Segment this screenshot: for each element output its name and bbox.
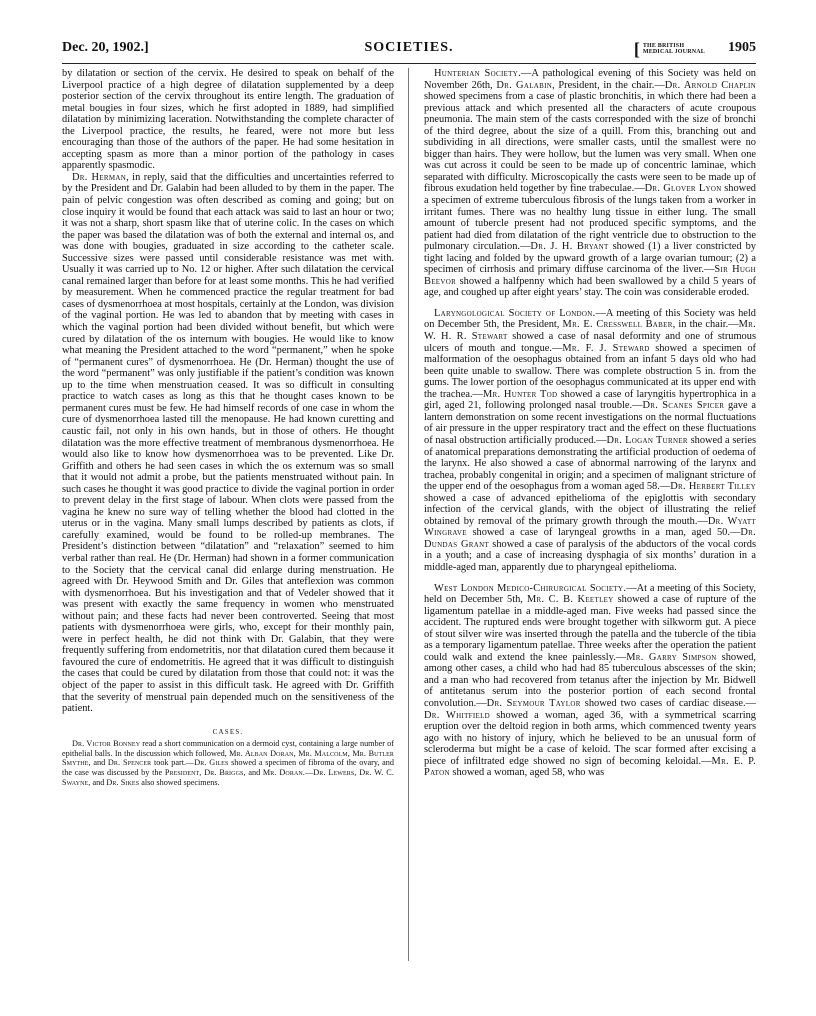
cases-heading: CASES. <box>212 727 244 736</box>
journal-line-2: MEDICAL JOURNAL <box>642 49 705 55</box>
society-name: West London Medico-Chirurgical Society. <box>434 582 627 594</box>
journal-name <box>634 40 708 58</box>
cases-paragraph: Dr. Victor Bonney read a short communication on a dermoid cyst, containing a large number of epithelial balls. In the discussion which followed, Mr. Alban Doran, Mr. Malcolm, Mr. Butler Smythe, and Dr. Spencer took part.—Dr. Giles showed a specimen of fibroma of the ovary, and the case was discussed by the President, Dr. Briggs, and Mr. Doran.—Dr. Lewers, Dr. W. C. Swayne, and Dr. Sikes also showed specimens. <box>62 739 394 787</box>
page-header <box>62 40 756 62</box>
column-divider <box>408 68 409 961</box>
speaker-name: Dr. Herman <box>72 171 127 183</box>
right-column <box>424 68 756 779</box>
paragraph-text: , in reply, said that the difficulties and uncertainties referred to by the President and Dr. Galabin had been alluded to by them in the paper. The pain of pelvic congestion was often described as coming and going; but on close inquiry it would be found that each attack was said to last an hour or two; it was not a sharp, short spasm like that of uterine colic. In the cases on which the paper was based the dilatation was of both the external and internal os, and was done with bougies, graduated in size according to the catheter scale. Successive sizes were passed until considerable resistance was met with. Usually it was carried up to No. 12 or higher. After such dilatation the cervical canal remained larger than before for at least some months. This he had verified by measurement. When he commenced practice the regular treatment for bad cases of dysmenorrhoea at most hospitals, certainly at the London, was division of the vaginal portion. He was led to abandon that by meeting with cases in which the vaginal portion had been divided without benefit, but which were cured by dilatation of the os internum with bougies. He would like to know what meaning the President attached to the word “permanent,” when he spoke of “permanent cures” of dysmenorrhoea. He (Dr. Herman) thought the use of the word “permanent” was only justifiable if the patient’s condition was known up to the time when menstruation ceased. It was so difficult in consulting practice to watch cases as long as this that he thought cases known to be permanent cures must be few. He had himself records of one case in whom the cure of dysmenorrhoea lasted till the menopause. He had known curetting and caustic fail, not only in his own hands, but in those of others. He thought dilatation was the more effective treatment of membranous dysmenorrhoea. He would also like to know how dysmenorrhoea was to be prevented. Like Dr. Griffith and others he had seen cases in which the os externum was so small that it would not admit a probe, but the patients menstruated without pain. In such cases he thought it was good practice to divide the vaginal portion in order to prevent delay in the first stage of labour. When clots were passed from the vagina he knew no sure way of telling whether the blood had clotted in the uterus or in the vagina. Many small lumps described by patients as clots, if carefully examined, would be found to be rolled-up membranes. The President’s distinction between “dilatation” and “relaxation” seemed to him verbal rather than real. He (Dr. Herman) had shown in a former communication to the Society that the cervical canal did enlarge during menstruation. He agreed with Dr. Heywood Smith and Dr. Giles that anteflexion was common with dysmenorrhoea. But his investigation and that of Vedeler showed that it was present with exactly the same frequency in women who menstruated without pain; and these facts had never been controverted. Seeing that most patients with dysmenorrhoea were girls, who, except for their monthly pain, were in perfect health, he did not think with Dr. Galabin, that they were frequently suffering from endometritis, nor that dilatation cured them because it favoured the cure of endometritis. He agreed that it was difficult to distinguish the cases that could be cured by dilatation from those that could not: it was the object of the paper to assist in this difficult task. He agreed with Dr. Griffith that the severity of menstrual pain depended much on the sensitiveness of the patient. <box>62 171 395 715</box>
speaker-name: Dr. Victor Bonney <box>72 739 141 749</box>
section-laryngological-society: Laryngological Society of London.—A meeting of this Society was held on December 5th, the President, Mr. E. Cresswell Baber, in the chair.—Mr. W. H. R. Stewart showed a case of nasal deformity and one of strumous ulcers of mouth and tongue.—Mr. F. J. Steward showed a specimen of malformation of the oesophagus obtained from an infant 5 days old who had been quite unable to swallow. There was complete obstruction 5 in. from the gums. The lower portion of the oesophagus communicated at its upper end with the trachea.—Mr. Hunter Tod showed a case of laryngitis hypertrophica in a girl, aged 21, following prolonged nasal trouble.—Dr. Scanes Spicer gave a lantern demonstration on some recent investigations on the normal fluctuations of air pressure in the upper respiratory tract and the effect on these fluctuations of nasal obstruction artificially produced.—Dr. Logan Turner showed a series of anatomical preparations demonstrating the artificial production of oedema of the larynx. He also showed a case of abnormal narrowing of the larynx and trachea, probably congenital in origin; and a specimen of malignant stricture of the upper end of the oesophagus from a woman aged 58.—Dr. Herbert Tilley showed a case of advanced epithelioma of the epiglottis with secondary infection of the cervical glands, with the object of illustrating the relief obtained by removal of the primary growth through the mouth.—Dr. Wyatt Wingrave showed a case of laryngeal growths in a man, aged 50.—Dr. Dundas Grant showed a case of paralysis of the abductors of the vocal cords in a youth; and a case of increasing dysphagia of six months’ duration in a middle-aged man, apparently due to pharyngeal epithelioma. <box>424 307 757 573</box>
page-number: 1905 <box>728 40 756 55</box>
paragraph-herman-reply <box>62 172 394 715</box>
section-west-london-society: West London Medico-Chirurgical Society.—At a meeting of this Society, held on December 5th, Mr. C. B. Keetley showed a case of rupture of the ligamentum patellae in a middle-aged man. Five weeks had passed since the accident. The ruptured ends were brought together with silkworm gut. A piece of stout silver wire was inserted through the patella and the tubercle of the tibia as a temporary ligamentum patellae. Three weeks after the operation the patient could walk and extend the knee painlessly.—Mr. Garry Simpson showed, among other cases, a child who had had 85 tuberculous abscesses of the skin; and a man who had recovered from tetanus after the injection by Mr. Bidwell of antitetanus serum into the posterior portion of each second frontal convolution.—Dr. Seymour Taylor showed two cases of cardiac disease.—Dr. Whitfield showed a woman, aged 36, with a symmetrical scarring eruption over the deltoid region in both arms, which commenced twenty years ago with no history of injury, which he believed to be an unusual form of scleroderma but might be a case of keloid. The scar formed after excising a piece of infiltrated edge showed no sign of becoming keloidal.—Mr. E. P. Paton showed a woman, aged 58, who was <box>424 582 757 779</box>
paragraph-continuation: by dilatation or section of the cervix. He desired to speak on behalf of the Liverpool practice of a high degree of dilatation supplemented by a deep posterior section of the cervix throughout its entire length. The graduation of metal bougies in four sizes, which he first adopted in 1889, had simplified dilatation by minimizing laceration. Notwithstanding the complete character of the Liverpool practice, the results, he feared, were not more but less encouraging than those of the authors of the paper. He had some hesitation in accepting spasm as more than a minor portion of the pathology in cases apparently spasmodic. <box>62 68 394 172</box>
society-name: Hunterian Society. <box>434 68 521 79</box>
section-title: SOCIETIES. <box>364 40 454 55</box>
left-column <box>62 68 394 787</box>
journal-bracket: [ <box>633 39 640 59</box>
header-rule <box>62 63 756 64</box>
section-hunterian-society: Hunterian Society.—A pathological evening of this Society was held on November 26th, Dr. Galabin, President, in the chair.—Dr. Arnold Chaplin showed specimens from a case of plastic bronchitis, in which there had been a previous attack and which presented all the characters of acute croupous pneumonia. The main stem of the casts corresponded with the size of bronchi of the third degree, about the size of a quill. From this, branching out and subdividing in all directions, were smaller casts, until the smallest were no bigger than hairs. They were hollow, but the lumen was very small. When one was cut across it could be seen to be made up of concentric laminae, which separated with difficulty. Microscopically the casts were seen to be made up of fibrous exudation held together by fine trabeculae.—Dr. Glover Lyon showed a specimen of extreme tuberculous fibrosis of the lungs taken from a worker in irritant fumes. There was no healthy lung tissue in either lung. The small amount of tubercle present had not produced specific symptoms, and the patient had died from dilatation of the right ventricle due to obstruction to the pulmonary circulation.—Dr. J. H. Bryant showed (1) a liver constricted by tight lacing and folded by the upward growth of a large ovarian tumour; (2) a specimen of cirrhosis and primary diffuse carcinoma of the liver.—Sir Hugh Beevor showed a halfpenny which had been swallowed by a child 5 years of age, and coughed up after eight years’ stay. The coin was considerable eroded. <box>424 68 756 299</box>
society-name: Laryngological Society of London. <box>434 307 596 319</box>
issue-date: Dec. 20, 1902.] <box>62 40 149 55</box>
journal-line-1: THE BRITISH <box>642 43 685 49</box>
